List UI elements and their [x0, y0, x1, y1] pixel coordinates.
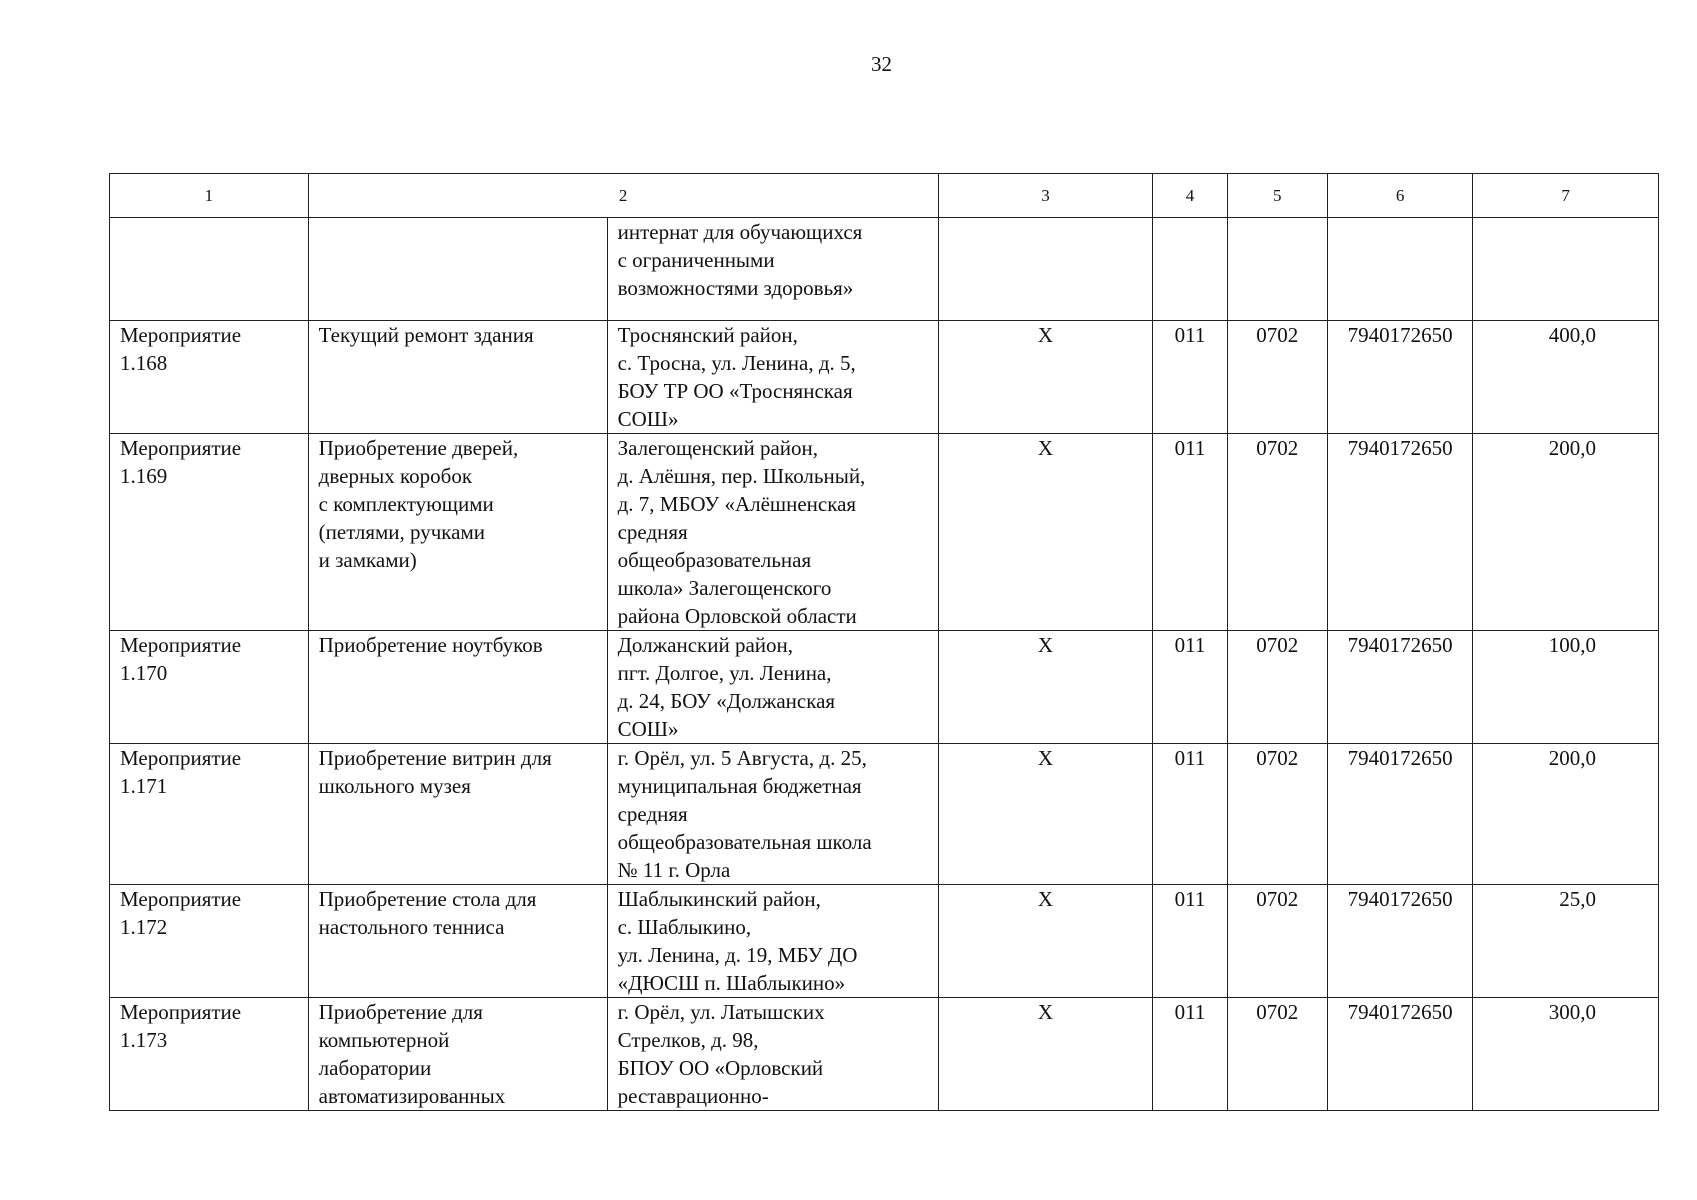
column-5-cell: 0702: [1227, 998, 1327, 1111]
name-cell: Текущий ремонт здания: [308, 321, 607, 434]
table-header-row: [110, 174, 1659, 218]
header-cell-3: 3: [938, 174, 1153, 218]
column-5-cell: 0702: [1227, 321, 1327, 434]
column-5-cell: 0702: [1227, 744, 1327, 885]
event-cell: Мероприятие 1.169: [110, 434, 309, 631]
page-number: 32: [871, 52, 892, 76]
amount-cell: 100,0: [1473, 631, 1659, 744]
address-cell: Должанский район, пгт. Долгое, ул. Ленина, д. 24, БОУ «Должанская СОШ»: [607, 631, 938, 744]
address-cell: г. Орёл, ул. Латышских Стрелков, д. 98, БПОУ ОО «Орловский реставрационно-: [607, 998, 938, 1111]
table-row: [110, 321, 1659, 434]
column-4-cell: 011: [1153, 885, 1227, 998]
column-4-cell: 011: [1153, 631, 1227, 744]
address-cell: Залегощенский район, д. Алёшня, пер. Школьный, д. 7, МБОУ «Алёшненская средняя общеобразовательная школа» Залегощенского района Орловской области: [607, 434, 938, 631]
table-row: [110, 434, 1659, 631]
column-6-cell: 7940172650: [1327, 434, 1472, 631]
header-cell-4: 4: [1153, 174, 1227, 218]
column-4-cell: 011: [1153, 434, 1227, 631]
header-cell-7: 7: [1473, 174, 1659, 218]
address-cell: Троснянский район, с. Тросна, ул. Ленина, д. 5, БОУ ТР ОО «Троснянская СОШ»: [607, 321, 938, 434]
column-3-cell: Х: [938, 885, 1153, 998]
name-cell: Приобретение для компьютерной лаборатории автоматизированных: [308, 998, 607, 1111]
table-row: [110, 744, 1659, 885]
amount-cell: 200,0: [1473, 744, 1659, 885]
header-cell-2: 2: [308, 174, 938, 218]
column-5-cell: 0702: [1227, 885, 1327, 998]
amount-cell: 25,0: [1473, 885, 1659, 998]
amount-cell: [1473, 218, 1659, 321]
column-3-cell: Х: [938, 998, 1153, 1111]
address-cell: интернат для обучающихся с ограниченными возможностями здоровья»: [607, 218, 938, 321]
table-row: [110, 885, 1659, 998]
column-6-cell: 7940172650: [1327, 321, 1472, 434]
event-cell: Мероприятие 1.168: [110, 321, 309, 434]
table-row: [110, 631, 1659, 744]
address-cell: г. Орёл, ул. 5 Августа, д. 25, муниципальная бюджетная средняя общеобразовательная школа № 11 г. Орла: [607, 744, 938, 885]
column-6-cell: 7940172650: [1327, 631, 1472, 744]
column-6-cell: 7940172650: [1327, 744, 1472, 885]
column-4-cell: 011: [1153, 744, 1227, 885]
event-cell: Мероприятие 1.170: [110, 631, 309, 744]
column-4-cell: 011: [1153, 998, 1227, 1111]
column-3-cell: Х: [938, 631, 1153, 744]
table-row: [110, 218, 1659, 321]
column-5-cell: 0702: [1227, 434, 1327, 631]
column-3-cell: Х: [938, 434, 1153, 631]
header-cell-5: 5: [1227, 174, 1327, 218]
column-3-cell: [938, 218, 1153, 321]
event-cell: Мероприятие 1.172: [110, 885, 309, 998]
name-cell: [308, 218, 607, 321]
header-cell-1: 1: [110, 174, 309, 218]
event-cell: Мероприятие 1.173: [110, 998, 309, 1111]
name-cell: Приобретение ноутбуков: [308, 631, 607, 744]
event-cell: [110, 218, 309, 321]
column-6-cell: 7940172650: [1327, 885, 1472, 998]
name-cell: Приобретение дверей, дверных коробок с комплектующими (петлями, ручками и замками): [308, 434, 607, 631]
column-4-cell: 011: [1153, 321, 1227, 434]
column-3-cell: Х: [938, 744, 1153, 885]
column-5-cell: 0702: [1227, 631, 1327, 744]
address-cell: Шаблыкинский район, с. Шаблыкино, ул. Ленина, д. 19, МБУ ДО «ДЮСШ п. Шаблыкино»: [607, 885, 938, 998]
column-5-cell: [1227, 218, 1327, 321]
column-3-cell: Х: [938, 321, 1153, 434]
header-cell-6: 6: [1327, 174, 1472, 218]
table-row: [110, 998, 1659, 1111]
amount-cell: 300,0: [1473, 998, 1659, 1111]
name-cell: Приобретение стола для настольного тенниса: [308, 885, 607, 998]
column-6-cell: [1327, 218, 1472, 321]
amount-cell: 400,0: [1473, 321, 1659, 434]
amount-cell: 200,0: [1473, 434, 1659, 631]
event-cell: Мероприятие 1.171: [110, 744, 309, 885]
column-6-cell: 7940172650: [1327, 998, 1472, 1111]
budget-table: [109, 173, 1659, 1111]
column-4-cell: [1153, 218, 1227, 321]
name-cell: Приобретение витрин для школьного музея: [308, 744, 607, 885]
